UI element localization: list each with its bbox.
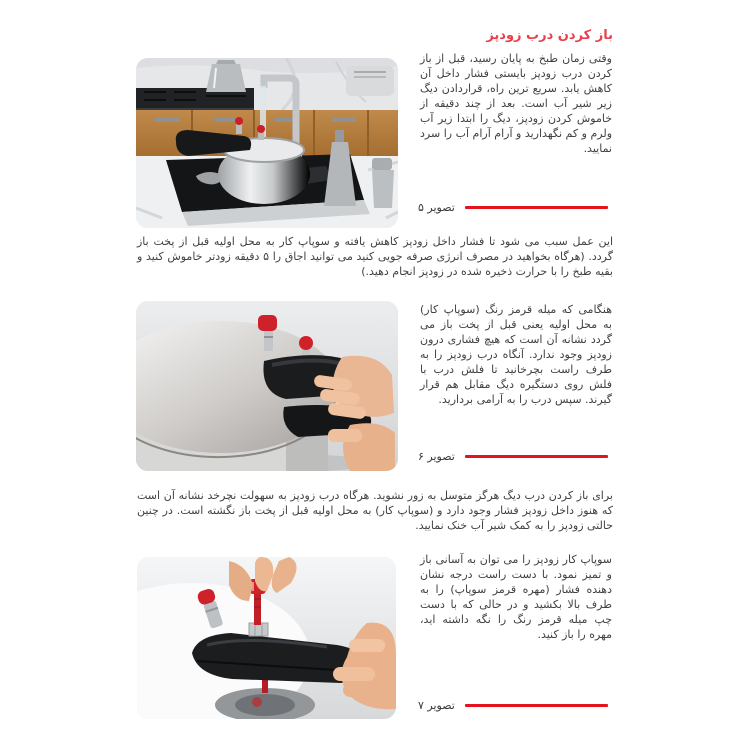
- figure-6-caption-rule: [465, 455, 608, 458]
- figure-5-note-paragraph: این عمل سبب می شود تا فشار داخل زودپز کاهش یافته و سوپاپ کار به محل اولیه قبل از پخت باز گردد. (هرگاه بخواهید در مصرف انرژی صرفه جویی کنید می توانید اجاق را ۵ دقیقه زودتر خاموش کنید و بقیه طبخ را با حرارت ذخیره شده در زودپز انجام دهید.): [137, 235, 613, 278]
- pressure-cooker-under-tap-illustration: [136, 58, 398, 228]
- figure-5-caption-rule: [465, 206, 608, 209]
- figure-6-note-paragraph: برای باز کردن درب دیگ هرگز متوسل به زور نشوید. هرگاه درب زودپز به سهولت نچرخد نشانه آن است که هنوز داخل زودپز فشار وجود دارد و (سوپاپ کار) به محل اولیه قبل از پخت باز نگشته است. در چنین حالتی زودپز را به کمک شیر آب خنک نمایید.: [137, 489, 613, 532]
- figure-7-photo: [137, 557, 396, 719]
- figure-7-caption-label: تصویر ۷: [418, 698, 455, 712]
- figure-6-photo: [136, 301, 398, 471]
- figure-6-caption: [418, 449, 608, 463]
- figure-7-caption-rule: [465, 704, 608, 707]
- figure-5-caption: [418, 200, 608, 214]
- figure-6-paragraph: هنگامی که میله قرمز رنگ (سوپاپ کار) به محل اولیه یعنی قبل از پخت باز می گردد نشانه آن است که هیچ فشاری درون زودپز وجود ندارد. آنگاه درب زودپز را به طرف راست بچرخانید تا فلش درب با فلش روی دستگیره دیگ مقابل هم قرار گیرند. سپس درب را به آرامی بردارید.: [420, 303, 612, 406]
- figure-5-photo: [136, 58, 398, 228]
- figure-7-caption: [418, 698, 608, 712]
- hands-on-lid-handle-illustration: [136, 301, 398, 471]
- figure-5-caption-label: تصویر ۵: [418, 200, 455, 214]
- pulling-red-valve-illustration: [137, 557, 396, 719]
- figure-6-caption-label: تصویر ۶: [418, 449, 455, 463]
- page-title: باز کردن درب زودپز: [486, 28, 613, 43]
- figure-7-paragraph: سوپاپ کار زودپز را می توان به آسانی باز و تمیز نمود. با دست راست درجه نشان دهنده فشار (مهره قرمز سوپاپ) را به طرف بالا بکشید و در حالی که با دست چپ میله قرمز رنگ را نگه داشته اید، مهره را باز کنید.: [420, 553, 612, 641]
- figure-5-intro-paragraph: وقتی زمان طبخ به پایان رسید، قبل از باز کردن درب زودپز بایستی فشار داخل آن کاهش یابد. سریع ترین راه، قراردادن دیگ زیر شیر آب است. بعد از چند دقیقه از خاموش کردن زودپز، دیگ را ابتدا زیر آب ولرم و کم نگهدارید و آرام آرام آب را سرد نمایید.: [420, 52, 612, 155]
